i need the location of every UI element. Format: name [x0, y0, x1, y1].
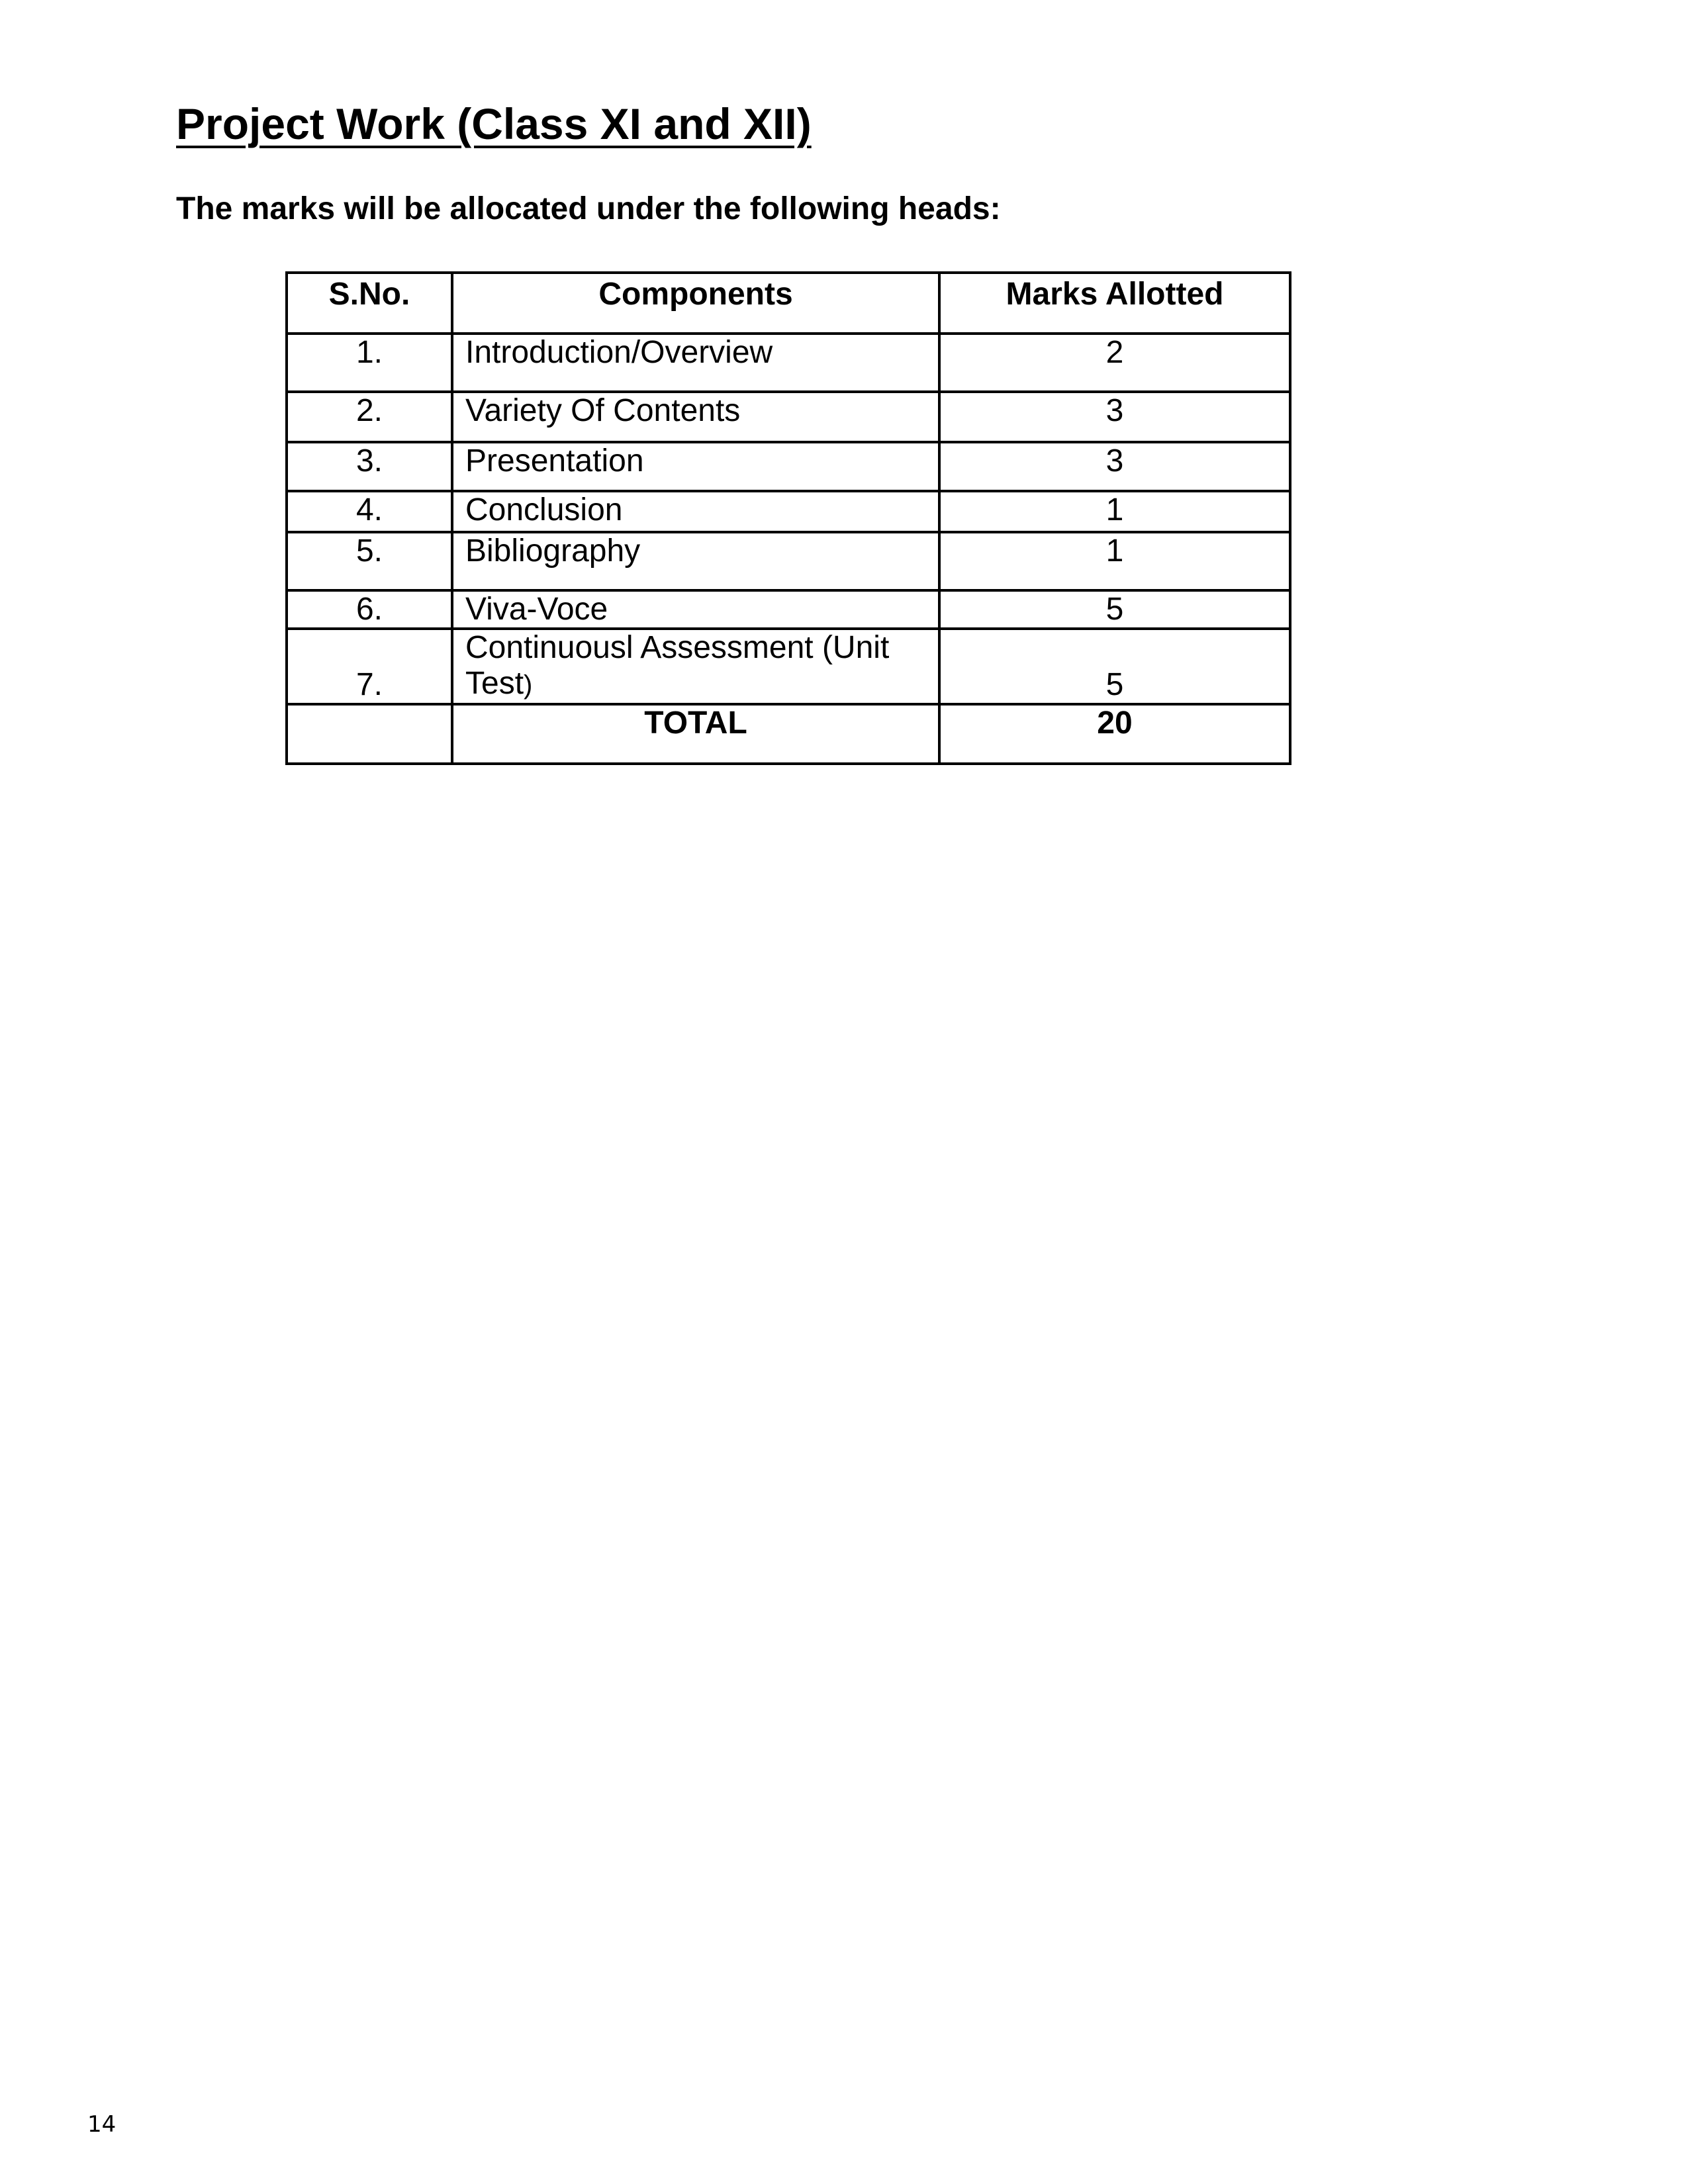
table-row	[287, 334, 1290, 392]
row-marks: 5	[939, 590, 1290, 629]
row-component	[452, 629, 939, 704]
row-sno: 3.	[287, 442, 452, 491]
table-row	[287, 590, 1290, 629]
row-component: Viva-Voce	[452, 590, 939, 629]
table-row	[287, 491, 1290, 532]
row-marks: 3	[939, 392, 1290, 442]
row-sno: 2.	[287, 392, 452, 442]
row-component: Variety Of Contents	[452, 392, 939, 442]
row-component: Bibliography	[452, 532, 939, 590]
row-component-line1: Continuousl Assessment (Unit	[465, 630, 890, 665]
table-header-row	[287, 273, 1290, 334]
row-marks: 1	[939, 532, 1290, 590]
page-title: Project Work (Class XI and XII)	[176, 99, 812, 148]
row-component-line2: Test	[465, 665, 524, 701]
marks-table	[285, 271, 1291, 765]
row-component: Introduction/Overview	[452, 334, 939, 392]
header-components: Components	[452, 273, 939, 334]
page-number: 14	[87, 2111, 117, 2138]
table-row	[287, 532, 1290, 590]
row-component-paren: )	[524, 670, 533, 700]
row-marks: 1	[939, 491, 1290, 532]
row-sno: 5.	[287, 532, 452, 590]
row-sno: 4.	[287, 491, 452, 532]
table-row	[287, 629, 1290, 704]
total-label: TOTAL	[452, 704, 939, 764]
header-marks: Marks Allotted	[939, 273, 1290, 334]
header-sno: S.No.	[287, 273, 452, 334]
table-row	[287, 442, 1290, 491]
row-marks: 2	[939, 334, 1290, 392]
table-total-row	[287, 704, 1290, 764]
total-empty-cell	[287, 704, 452, 764]
page-subtitle: The marks will be allocated under the following heads:	[176, 191, 1001, 226]
row-sno: 1.	[287, 334, 452, 392]
total-value: 20	[939, 704, 1290, 764]
table-row	[287, 392, 1290, 442]
row-component: Conclusion	[452, 491, 939, 532]
row-component: Presentation	[452, 442, 939, 491]
row-marks: 5	[939, 629, 1290, 704]
row-sno: 6.	[287, 590, 452, 629]
row-marks: 3	[939, 442, 1290, 491]
row-sno: 7.	[287, 629, 452, 704]
